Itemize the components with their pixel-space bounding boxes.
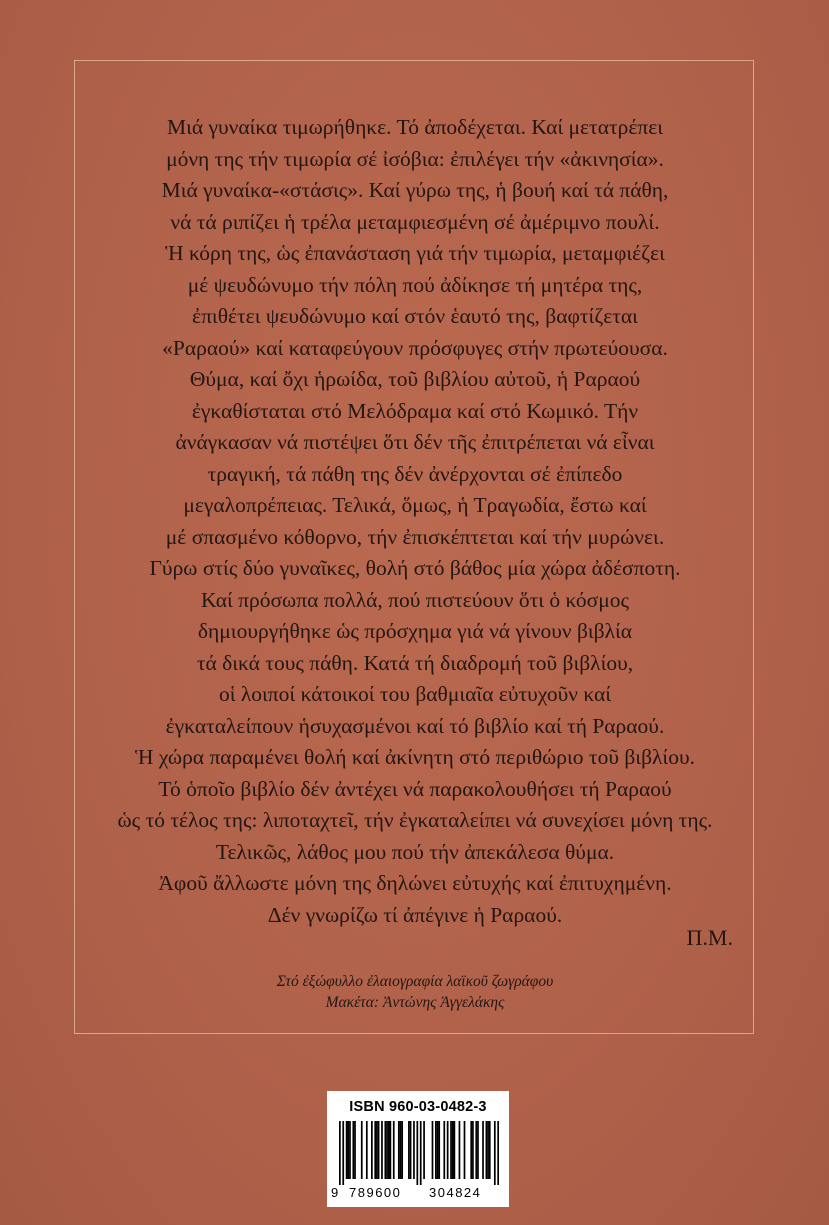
- barcode-bar: [384, 1121, 386, 1179]
- barcode-bar: [408, 1121, 410, 1179]
- blurb-line: Ἡ χώρα παραμένει θολή καί ἀκίνητη στό περιθώριο τοῦ βιβλίου.: [135, 745, 695, 769]
- back-cover-blurb: [80, 112, 750, 931]
- barcode-bar: [390, 1121, 392, 1179]
- barcode-bar: [354, 1121, 356, 1179]
- barcode-bar: [400, 1121, 402, 1179]
- barcode-bar: [470, 1121, 472, 1179]
- blurb-line: «Ραραού» καί καταφεύγουν πρόσφυγες στήν πρωτεύουσα.: [162, 335, 668, 360]
- blurb-line: Γύρω στίς δύο γυναῖκες, θολή στό βάθος μία χώρα ἀδέσποτη.: [149, 556, 681, 580]
- barcode-bar: [393, 1121, 395, 1179]
- blurb-line: Δέν γνωρίζω τί ἀπέγινε ἡ Ραραού.: [267, 902, 563, 927]
- barcode-bar: [416, 1121, 418, 1185]
- barcode-bar: [398, 1121, 400, 1179]
- barcode-bar: [487, 1121, 489, 1179]
- barcode-bar: [420, 1121, 422, 1185]
- barcode-bar: [361, 1121, 363, 1179]
- blurb-line: ἐπιθέτει ψευδώνυμο καί στόν ἑαυτό της, βαφτίζεται: [192, 304, 638, 328]
- barcode-bar: [438, 1121, 440, 1179]
- blurb-line: Θύμα, καί ὄχι ἡρωίδα, τοῦ βιβλίου αὐτοῦ, ἡ Ραραού: [189, 367, 641, 391]
- blurb-line: Ἀφοῦ ἄλλωστε μόνη της δηλώνει εὐτυχής καί ἐπιτυχημένη.: [158, 871, 672, 895]
- blurb-line: νά τά ριπίζει ἡ τρέλα μεταμφιεσμένη σέ ἀμέριμνο πουλί.: [170, 209, 660, 234]
- barcode-bar: [342, 1121, 344, 1185]
- blurb-line: τά δικά τους πάθη. Κατά τή διαδρομή τοῦ βιβλίου,: [196, 650, 634, 675]
- barcode-bar: [454, 1121, 456, 1179]
- barcode-bar: [366, 1121, 368, 1179]
- barcode-bar: [349, 1121, 351, 1179]
- barcode-bar: [437, 1121, 439, 1179]
- barcode-bar: [486, 1121, 488, 1179]
- barcode-bar: [347, 1121, 349, 1179]
- barcode-bar: [432, 1121, 434, 1179]
- barcode-bar: [423, 1121, 425, 1179]
- barcode-digits: [327, 1185, 509, 1201]
- cover-art-credit: Στό ἐξώφυλλο ἐλαιογραφία λαϊκοῦ ζωγράφου: [276, 973, 554, 990]
- barcode-bar: [489, 1121, 491, 1179]
- barcode-bar: [346, 1121, 348, 1179]
- barcode-bar: [401, 1121, 403, 1179]
- barcode-left-digits: 789600: [349, 1185, 402, 1200]
- barcode-bar: [443, 1121, 445, 1179]
- barcode-bar: [413, 1121, 415, 1179]
- blurb-line: μέ ψευδώνυμο τήν πόλη πού ἀδίκησε τή μητέρα της,: [187, 272, 643, 297]
- barcode-bar: [388, 1121, 390, 1179]
- blurb-line: ἀνάγκασαν νά πιστέψει ὅτι δέν τῆς ἐπιτρέπεται νά εἶναι: [175, 430, 655, 454]
- barcode-bar: [435, 1121, 437, 1179]
- barcode-bar: [459, 1121, 461, 1179]
- cover-credits: [80, 971, 750, 1013]
- blurb-line: Καί πρόσωπα πολλά, πού πιστεύουν ὅτι ὁ κόσμος: [200, 587, 630, 612]
- barcode-bar: [381, 1121, 383, 1179]
- barcode-bar: [494, 1121, 496, 1185]
- layout-design-credit: Μακέτα: Ἀντώνης Ἀγγελάκης: [325, 994, 505, 1011]
- blurb-line: Μιά γυναίκα τιμωρήθηκε. Τό ἀποδέχεται. Καί μετατρέπει: [166, 115, 664, 139]
- blurb-line: δημιουργήθηκε ὡς πρόσχημα γιά νά γίνουν βιβλία: [197, 619, 633, 643]
- blurb-line: Ἡ κόρη της, ὡς ἐπανάσταση γιά τήν τιμωρία, μεταμφιέζει: [165, 241, 665, 265]
- barcode-bar: [339, 1121, 341, 1185]
- barcode-bar: [475, 1121, 477, 1179]
- barcode-bar: [371, 1121, 373, 1179]
- isbn-barcode: [327, 1091, 509, 1207]
- barcode-bars: [339, 1121, 499, 1185]
- blurb-line: Τό ὁποῖο βιβλίο δέν ἀντέχει νά παρακολουθήσει τή Ραραού: [158, 776, 672, 801]
- barcode-lead-digit: 9: [331, 1185, 339, 1200]
- blurb-line: Μιά γυναίκα-«στάσις». Καί γύρω της, ἡ βουή καί τά πάθη,: [161, 178, 669, 202]
- blurb-line: ἐγκαθίσταται στό Μελόδραμα καί στό Κωμικό. Τήν: [191, 398, 639, 423]
- barcode-bar: [464, 1121, 466, 1179]
- barcode-bar: [410, 1121, 412, 1179]
- blurb-line: μέ σπασμένο κόθορνο, τήν ἐπισκέπτεται καί τήν μυρώνει.: [165, 524, 665, 549]
- blurb-line: μεγαλοπρέπειας. Τελικά, ὅμως, ἡ Τραγωδία, ἔστω καί: [183, 493, 647, 517]
- barcode-bar: [450, 1121, 452, 1179]
- isbn-label: ISBN 960-03-0482-3: [349, 1099, 487, 1115]
- barcode-bar: [374, 1121, 376, 1179]
- blurb-line: Τελικῶς, λάθος μου πού τήν ἀπεκάλεσα θύμα.: [215, 839, 615, 864]
- barcode-bar: [447, 1121, 449, 1179]
- barcode-bar: [378, 1121, 380, 1179]
- blurb-line: μόνη της τήν τιμωρία σέ ἰσόβια: ἐπιλέγει τήν «ἀκινησία».: [166, 146, 664, 171]
- barcode-bar: [376, 1121, 378, 1179]
- blurb-line: ἐγκαταλείπουν ἡσυχασμένοι καί τό βιβλίο καί τή Ραραού.: [165, 713, 665, 738]
- blurb-line: ὡς τό τέλος της: λιποταχτεῖ, τήν ἐγκαταλείπει νά συνεχίσει μόνη της.: [117, 808, 713, 832]
- barcode-bar: [477, 1121, 479, 1179]
- barcode-bar: [386, 1121, 388, 1179]
- author-initials: Π.Μ.: [686, 925, 733, 950]
- barcode-bar: [482, 1121, 484, 1179]
- blurb-line: οἱ λοιποί κάτοικοί του βαθμιαῖα εὐτυχοῦν καί: [218, 682, 612, 706]
- barcode-bar: [472, 1121, 474, 1179]
- barcode-bar: [452, 1121, 454, 1179]
- barcode-bar: [497, 1121, 499, 1185]
- blurb-line: τραγική, τά πάθη της δέν ἀνέρχονται σέ ἐπίπεδο: [207, 461, 623, 486]
- barcode-right-digits: 304824: [429, 1185, 482, 1200]
- barcode-bar: [352, 1121, 354, 1179]
